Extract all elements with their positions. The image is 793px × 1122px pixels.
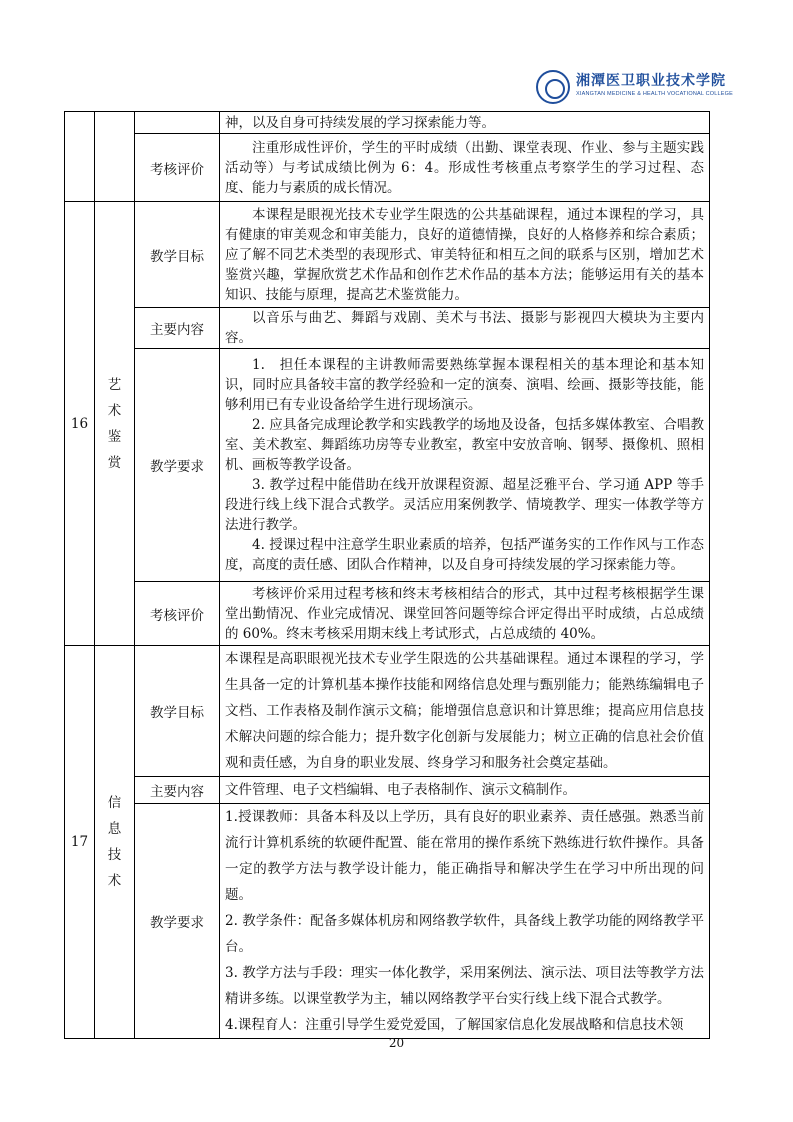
page-number: 20 xyxy=(388,1036,405,1050)
school-emblem-icon xyxy=(536,70,570,104)
course-name: 艺 术 鉴 赏 xyxy=(95,202,135,646)
req-item: 4. 授课过程中注意学生职业素质的培养，包括严谨务实的工作作风与工作态度，高度的责任感、团队合作精神，以及自身可持续发展的学习探索能力等。 xyxy=(225,537,704,573)
req-item: 2. 教学条件：配备多媒体机房和网络教学软件，具备线上教学功能的网络教学平台。 xyxy=(225,913,704,955)
content-text: 以音乐与曲艺、舞蹈与戏剧、美术与书法、摄影与影视四大模块为主要内容。 xyxy=(225,310,704,346)
row-label: 教学要求 xyxy=(135,349,220,582)
req-item: 1.授课教师：具备本科及以上学历，具有良好的职业素养、责任感强。熟悉当前流行计算机系统的软硬件配置、能在常用的操作系统下熟练进行软件操作。具备一定的教学方法与教学设计能力，能正确指导和解决学生在学习中所出现的问题。 xyxy=(225,809,704,903)
school-name-en: XIANGTAN MEDICINE & HEALTH VOCATIONAL COLLEGE xyxy=(576,91,734,97)
school-logo-header xyxy=(536,68,746,108)
req-item: 3. 教学过程中能借助在线开放课程资源、超星泛雅平台、学习通 APP 等手段进行线上线下混合式教学。灵活应用案例教学、情境教学、理实一体教学等方法进行教学。 xyxy=(225,477,704,533)
row-label: 教学要求 xyxy=(135,804,220,1039)
req-item: 1. 担任本课程的主讲教师需要熟练掌握本课程相关的基本理论和基本知识，同时应具备较丰富的教学经验和一定的演奏、演唱、绘画、摄影等技能，能够利用已有专业设备给学生进行现场演示。 xyxy=(225,357,704,413)
req-item: 4.课程育人：注重引导学生爱党爱国，了解国家信息化发展战略和信息技术领 xyxy=(225,1017,684,1033)
assess-text: 注重形成性评价，学生的平时成绩（出勤、课堂表现、作业、参与主题实践活动等）与考试成绩比例为 6：4。形成性考核重点考察学生的学习过程、态度、能力与素质的成长情况。 xyxy=(225,139,704,196)
assess-text: 考核评价采用过程考核和终末考核相结合的形式，其中过程考核根据学生课堂出勤情况、作业完成情况、课堂回答问题等综合评定得出平时成绩，占总成绩的 60%。终末考核采用期末线上考试形式，占总成绩的 40%。 xyxy=(225,585,704,642)
goal-text: 本课程是眼视光技术专业学生限选的公共基础课程，通过本课程的学习，具有健康的审美观念和审美能力，良好的道德情操，良好的人格修养和综合素质；应了解不同艺术类型的表现形式、审美特征和相互之间的联系与区别，增加艺术鉴赏兴趣，掌握欣赏艺术作品和创作艺术作品的基本方法；能够运用有关的基本知识、技能与原理，提高艺术鉴赏能力。 xyxy=(225,206,704,303)
row-number: 16 xyxy=(65,202,95,646)
content-text: 文件管理、电子文档编辑、电子表格制作、演示文稿制作。 xyxy=(225,782,576,798)
school-name-cn: 湘潭医卫职业技术学院 xyxy=(576,73,726,89)
table-row xyxy=(65,349,710,582)
row-label: 教学目标 xyxy=(135,646,220,777)
row-number: 17 xyxy=(65,646,95,1039)
table-row xyxy=(65,804,710,1039)
row-label: 教学目标 xyxy=(135,202,220,308)
row-label: 考核评价 xyxy=(135,582,220,646)
table-row xyxy=(65,112,710,134)
goal-text: 本课程是高职眼视光技术专业学生限选的公共基础课程。通过本课程的学习，学生具备一定的计算机基本操作技能和网络信息处理与甄别能力；能熟练编辑电子文档、工作表格及制作演示文稿；能增强信息意识和计算思维；提高应用信息技术解决问题的综合能力；提升数字化创新与发展能力；树立正确的信息社会价值观和责任感，为自身的职业发展、终身学习和服务社会奠定基础。 xyxy=(225,651,704,771)
req-item: 2. 应具备完成理论教学和实践教学的场地及设备，包括多媒体教室、合唱教室、美术教室、舞蹈练功房等专业教室，教室中安放音响、钢琴、摄像机、照相机、画板等教学设备。 xyxy=(225,417,704,473)
table-row xyxy=(65,134,710,202)
table-row xyxy=(65,582,710,646)
table-row xyxy=(65,646,710,777)
table-row xyxy=(65,202,710,308)
row-label: 考核评价 xyxy=(135,134,220,202)
continued-text: 神，以及自身可持续发展的学习探索能力等。 xyxy=(220,112,710,134)
course-name: 信 息 技 术 xyxy=(95,646,135,1039)
curriculum-table xyxy=(64,111,710,1039)
row-label: 主要内容 xyxy=(135,308,220,349)
row-label: 主要内容 xyxy=(135,777,220,804)
req-item: 3. 教学方法与手段：理实一体化教学，采用案例法、演示法、项目法等教学方法精讲多练。以课堂教学为主，辅以网络教学平台实行线上线下混合式教学。 xyxy=(225,965,704,1007)
table-row xyxy=(65,308,710,349)
table-row xyxy=(65,777,710,804)
